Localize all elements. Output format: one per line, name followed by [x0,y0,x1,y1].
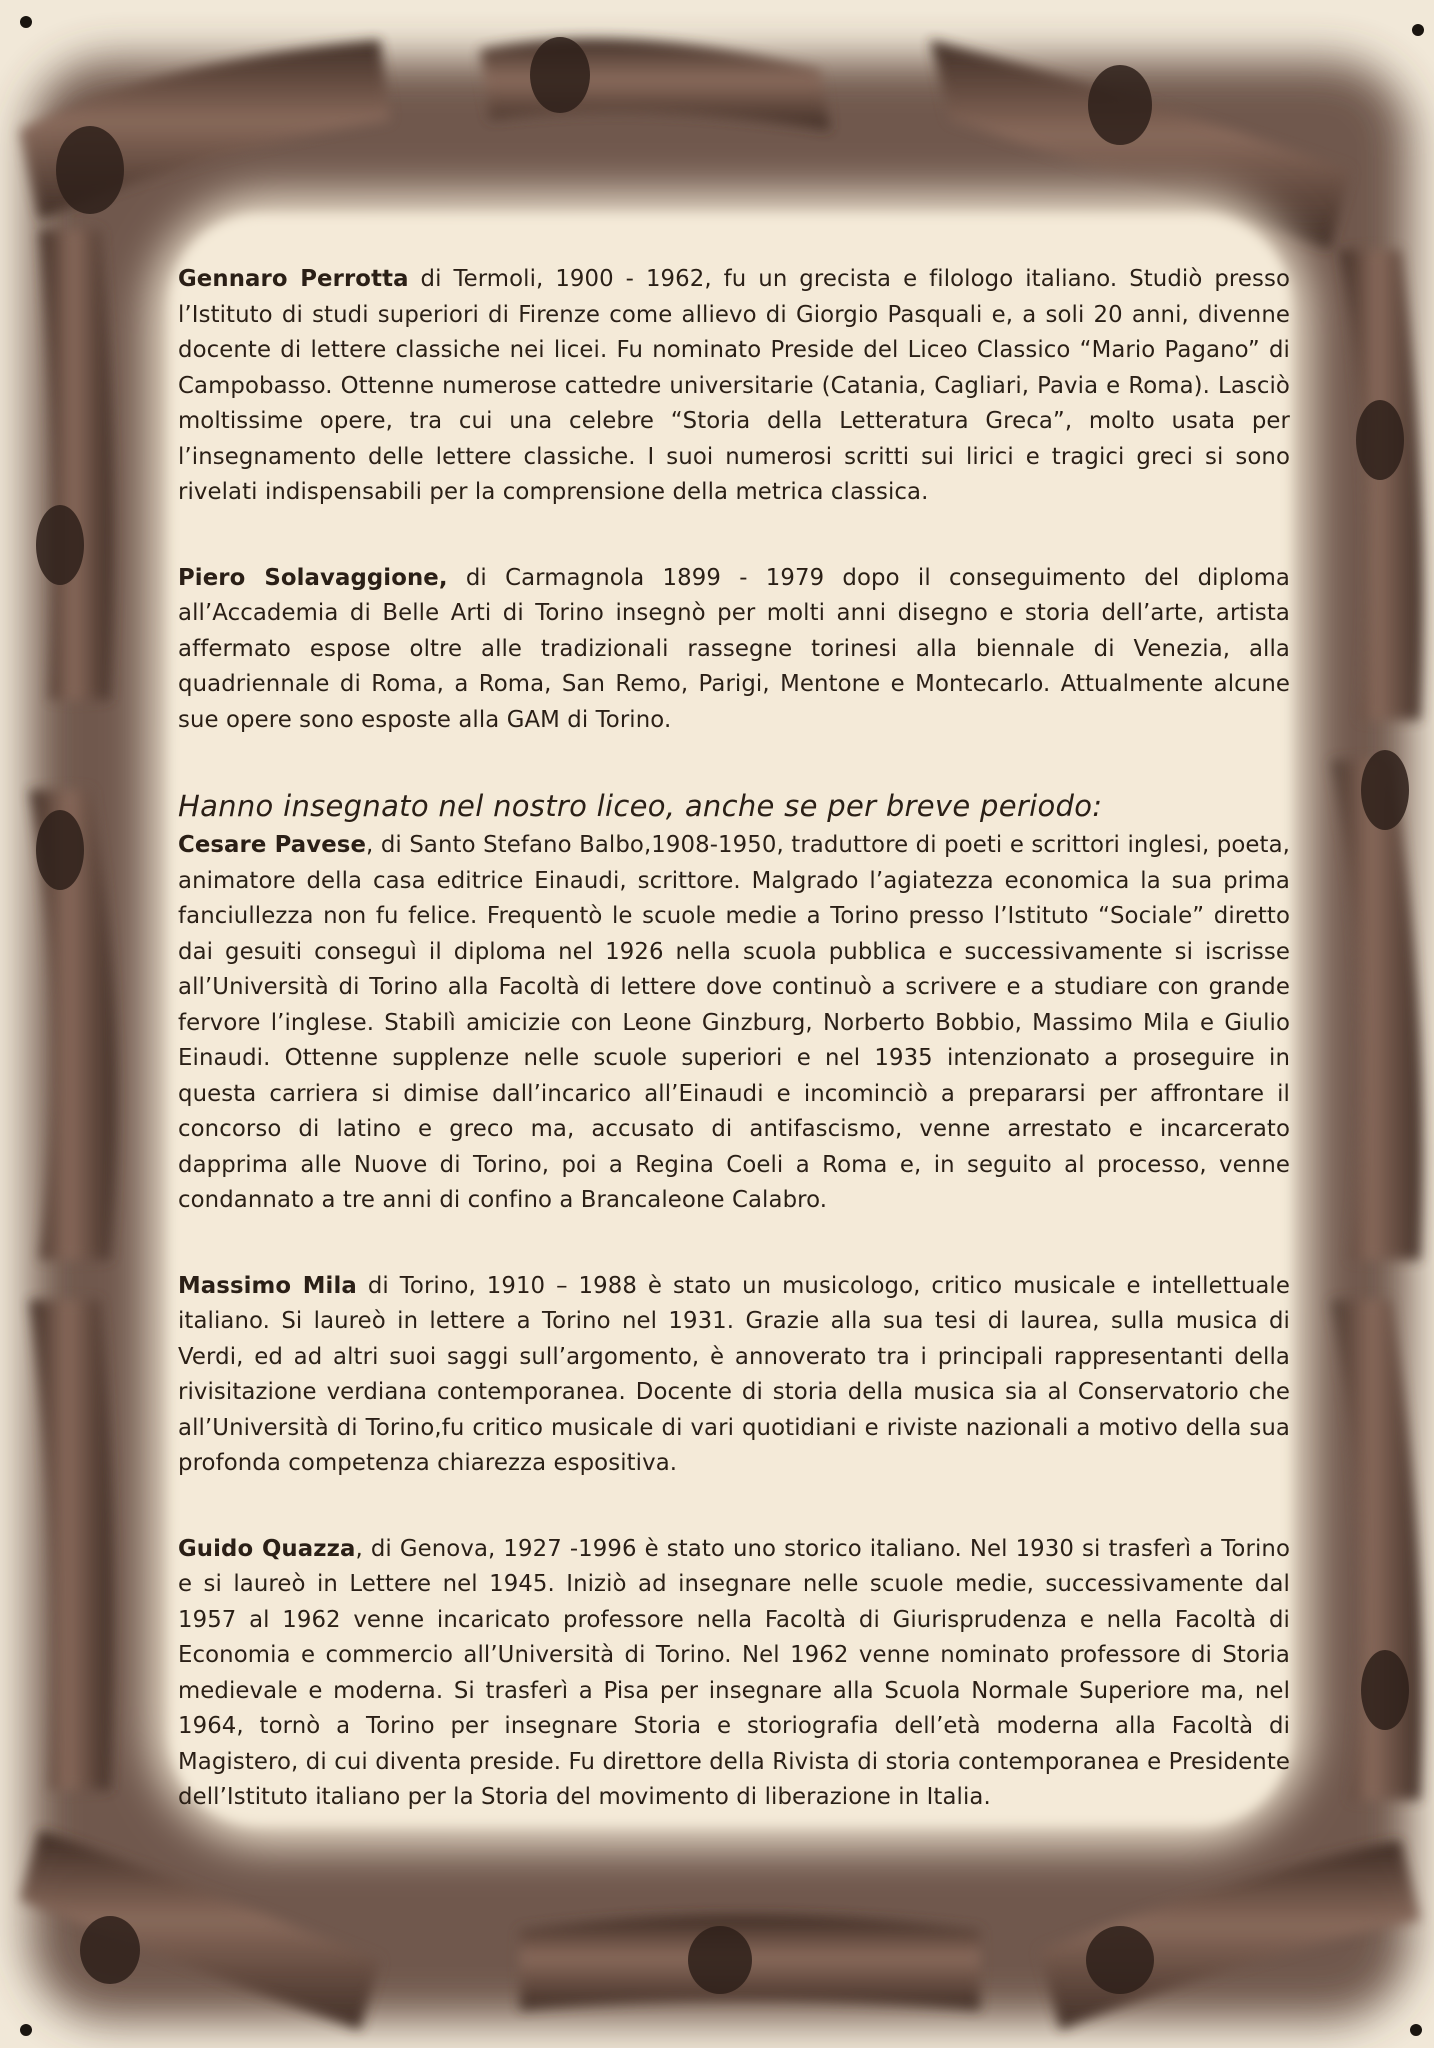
bio-guido-quazza [178,1532,1290,1816]
bio-text: , di Santo Stefano Balbo,1908-1950, traduttore di poeti e scrittori inglesi, poeta, animatore della casa editrice Einaudi, scrittore. Malgrado l’agiatezza economica la sua prima fanciullezza non fu felice. Frequentò le scuole medie a Torino presso l’Istituto “Sociale” diretto dai gesuiti conseguì il diploma nel 1926 nella scuola pubblica e successivamente si iscrisse all’Università di Torino alla Facoltà di lettere dove continuò a scrivere e a studiare con grande fervore l’inglese. Stabilì amicizie con Leone Ginzburg, Norberto Bobbio, Massimo Mila e Giulio Einaudi. Ottenne supplenze nelle scuole superiori e nel 1935 intenzionato a proseguire in questa carriera si dimise dall’incarico all’Einaudi e incominciò a prepararsi per affrontare il concorso di latino e greco ma, accusato di antifascismo, venne arrestato e incarcerato dapprima alle Nuove di Torino, poi a Regina Coeli a Roma e, in seguito al processo, venne condannato a tre anni di confino a Brancaleone Calabro. [178,832,1290,1213]
mounting-hole [1412,24,1424,36]
bio-cesare-pavese [178,828,1290,1219]
bio-text: di Carmagnola 1899 - 1979 dopo il conseguimento del diploma all’Accademia di Belle Arti di Torino insegnò per molti anni disegno e storia dell’arte, artista affermato espose oltre alle tradizionali rassegne torinesi alla biennale di Venezia, alla quadriennale di Roma, a Roma, San Remo, Parigi, Mentone e Montecarlo. Attualmente alcune sue opere sono esposte alla GAM di Torino. [178,564,1290,733]
biography-text-panel [178,262,1290,1816]
bio-text: di Torino, 1910 – 1988 è stato un musicologo, critico musicale e intellettuale italiano. Si laureò in lettere a Torino nel 1931. Grazie alla sua tesi di laurea, sulla musica di Verdi, ed ad altri suoi saggi sull’argomento, è annoverato tra i principali rappresentanti della rivisitazione verdiana contemporanea. Docente di storia della musica sia al Conservatorio che all’Università di Torino,fu critico musicale di vari quotidiani e riviste nazionali a motivo della sua profonda competenza chiarezza espositiva. [178,1272,1290,1476]
bio-name: Gennaro Perrotta [178,266,409,292]
bio-text: di Termoli, 1900 - 1962, fu un grecista e filologo italiano. Studiò presso l’Istituto di studi superiori di Firenze come allievo di Giorgio Pasquali e, a soli 20 anni, divenne docente di lettere classiche nei licei. Fu nominato Preside del Liceo Classico “Mario Pagano” di Campobasso. Ottenne numerose cattedre universitarie (Catania, Cagliari, Pavia e Roma). Lasciò moltissime opere, tra cui una celebre “Storia della Letteratura Greca”, molto usata per l’insegnamento delle lettere classiche. I suoi numerosi scritti sui lirici e tragici greci si sono rivelati indispensabili per la comprensione della metrica classica. [178,266,1291,505]
bio-name: Guido Quazza [178,1535,356,1562]
mounting-hole [1410,2024,1422,2036]
bio-piero-solavaggione [178,561,1290,739]
bio-massimo-mila [178,1269,1290,1482]
bio-name: Massimo Mila [178,1272,357,1299]
bio-name: Piero Solavaggione, [178,564,448,591]
bio-name: Cesare Pavese [178,832,367,858]
section-heading: Hanno insegnato nel nostro liceo, anche se per breve periodo: [178,789,1103,823]
mounting-hole [20,16,32,28]
mounting-hole [20,2024,32,2036]
bio-text: , di Genova, 1927 -1996 è stato uno storico italiano. Nel 1930 si trasferì a Torino e si laureò in Lettere nel 1945. Iniziò ad insegnare nelle scuole medie, successivamente dal 1957 al 1962 venne incaricato professore nella Facoltà di Giurisprudenza e nella Facoltà di Economia e commercio all’Università di Torino. Nel 1962 venne nominato professore di Storia medievale e moderna. Si trasferì a Pisa per insegnare alla Scuola Normale Superiore ma, nel 1964, tornò a Torino per insegnare Storia e storiografia dell’età moderna alla Facoltà di Magistero, di cui diventa preside. Fu direttore della Rivista di storia contemporanea e Presidente dell’Istituto italiano per la Storia del movimento di liberazione in Italia. [178,1535,1290,1810]
bio-gennaro-perrotta [178,262,1290,511]
